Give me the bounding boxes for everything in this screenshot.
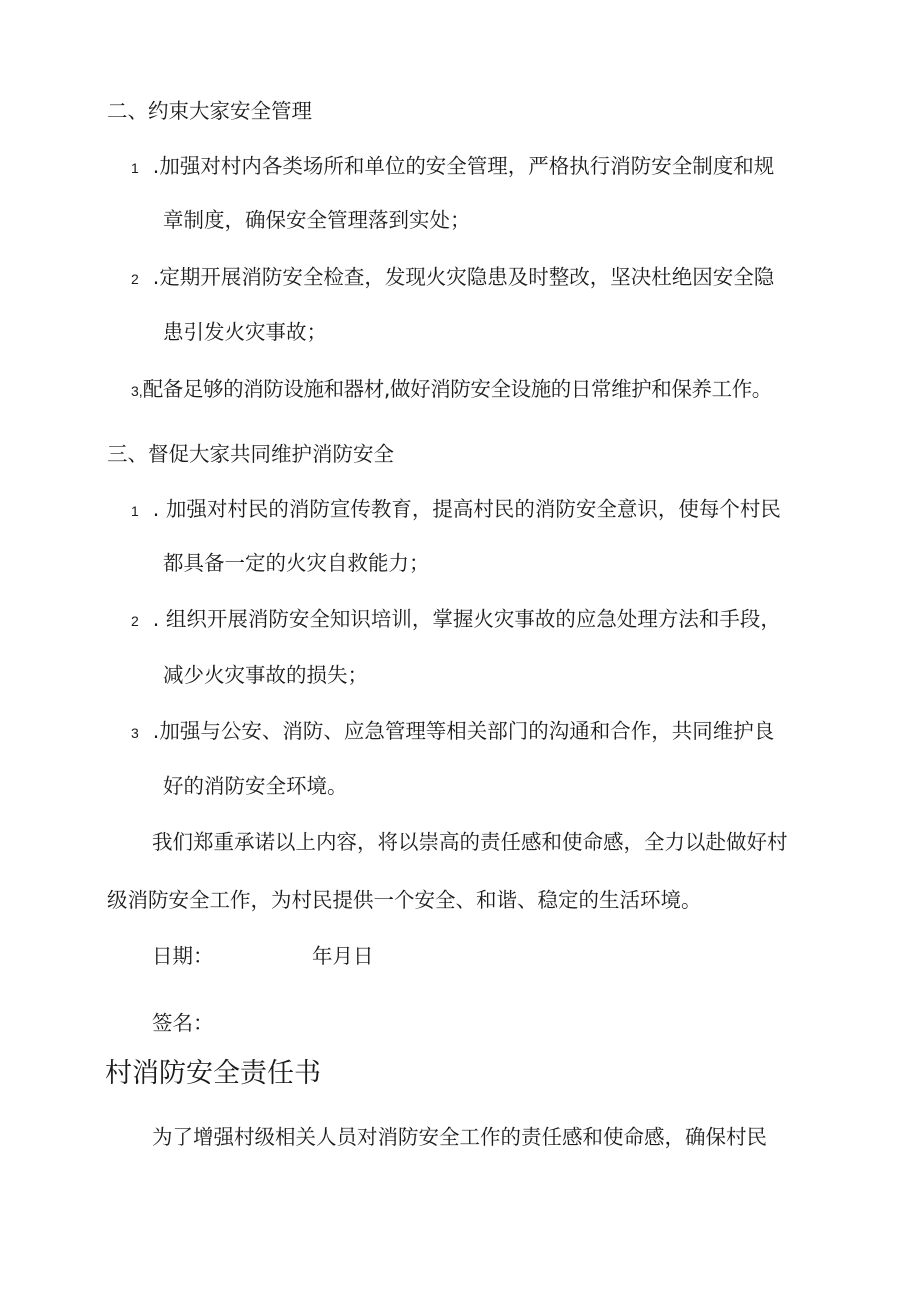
section-heading-2: 二、约束大家安全管理 (107, 99, 312, 123)
item-number: 2 (131, 271, 139, 287)
list-item (131, 264, 774, 292)
list-item (131, 376, 772, 404)
item-continuation: 好的消防安全环境。 (163, 774, 348, 798)
item-number: 2 (131, 613, 139, 629)
item-text: 配备足够的消防设施和器材,做好消防安全设施的日常维护和保养工作。 (142, 377, 772, 401)
item-text: . 加强对村民的消防宣传教育，提高村民的消防安全意识，使每个村民 (152, 497, 781, 521)
commitment-line: 我们郑重承诺以上内容，将以崇高的责任感和使命感，全力以赴做好村 (152, 830, 788, 854)
item-text: . 组织开展消防安全知识培训，掌握火灾事故的应急处理方法和手段， (152, 607, 781, 631)
item-number: 3, (131, 383, 143, 399)
list-item (131, 718, 774, 746)
date-value: 年月日 (312, 944, 374, 968)
list-item (131, 496, 781, 524)
item-number: 1 (131, 160, 139, 176)
intro-line: 为了增强村级相关人员对消防安全工作的责任感和使命感，确保村民 (152, 1125, 767, 1149)
item-continuation: 减少火灾事故的损失； (163, 663, 368, 687)
item-text: .定期开展消防安全检查，发现火灾隐患及时整改，坚决杜绝因安全隐 (152, 265, 775, 289)
list-item (131, 606, 781, 634)
item-text: .加强对村内各类场所和单位的安全管理，严格执行消防安全制度和规 (152, 154, 775, 178)
item-continuation: 患引发火灾事故； (163, 320, 327, 344)
doc-title: 村消防安全责任书 (105, 1058, 321, 1089)
signature-label: 签名： (152, 1011, 214, 1035)
item-text: .加强与公安、消防、应急管理等相关部门的沟通和合作，共同维护良 (152, 719, 775, 743)
commitment-line: 级消防安全工作，为村民提供一个安全、和谐、稳定的生活环境。 (107, 888, 702, 912)
list-item (131, 153, 774, 181)
section-heading-3: 三、督促大家共同维护消防安全 (107, 442, 394, 466)
item-number: 3 (131, 725, 139, 741)
item-continuation: 章制度，确保安全管理落到实处； (163, 208, 471, 232)
item-continuation: 都具备一定的火灾自救能力； (163, 551, 430, 575)
date-label: 日期： (152, 944, 214, 968)
item-number: 1 (131, 503, 139, 519)
